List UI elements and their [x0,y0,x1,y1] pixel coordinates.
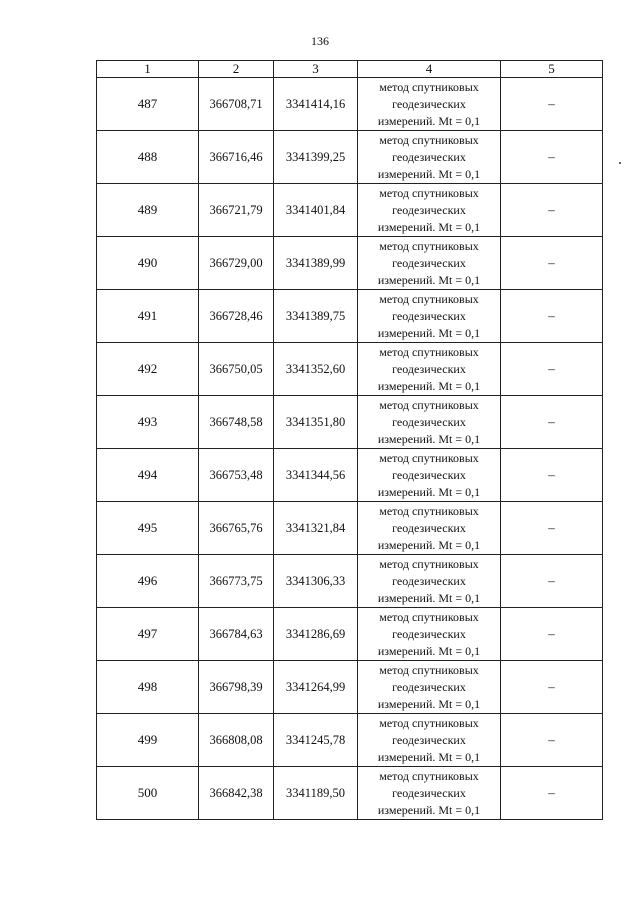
column-header-3: 3 [274,61,358,78]
method-cell: метод спутниковых геодезических измерений. Mt = 0,1 [358,78,501,131]
x-coordinate-cell: 366750,05 [199,343,274,396]
point-number-cell: 491 [97,290,199,343]
table-row [97,608,603,661]
x-coordinate-cell: 366808,08 [199,714,274,767]
point-number-cell: 495 [97,502,199,555]
table-row [97,767,603,820]
page-number: 136 [311,34,329,48]
x-coordinate-cell: 366842,38 [199,767,274,820]
table-row [97,78,603,131]
x-coordinate-cell: 366748,58 [199,396,274,449]
y-coordinate-cell: 3341264,99 [274,661,358,714]
y-coordinate-cell: 3341414,16 [274,78,358,131]
column-header-2: 2 [199,61,274,78]
note-cell: – [501,449,603,502]
table-row [97,449,603,502]
y-coordinate-cell: 3341321,84 [274,502,358,555]
y-coordinate-cell: 3341399,25 [274,131,358,184]
table-row [97,555,603,608]
table-row [97,131,603,184]
x-coordinate-cell: 366729,00 [199,237,274,290]
point-number-cell: 498 [97,661,199,714]
x-coordinate-cell: 366798,39 [199,661,274,714]
y-coordinate-cell: 3341344,56 [274,449,358,502]
method-cell: метод спутниковых геодезических измерений. Mt = 0,1 [358,184,501,237]
method-cell: метод спутниковых геодезических измерений. Mt = 0,1 [358,714,501,767]
y-coordinate-cell: 3341351,80 [274,396,358,449]
scan-speck [619,162,621,164]
x-coordinate-cell: 366716,46 [199,131,274,184]
table-row [97,661,603,714]
table-row [97,502,603,555]
y-coordinate-cell: 3341286,69 [274,608,358,661]
x-coordinate-cell: 366728,46 [199,290,274,343]
x-coordinate-cell: 366765,76 [199,502,274,555]
method-cell: метод спутниковых геодезических измерений. Mt = 0,1 [358,343,501,396]
x-coordinate-cell: 366708,71 [199,78,274,131]
y-coordinate-cell: 3341389,75 [274,290,358,343]
column-header-4: 4 [358,61,501,78]
point-number-cell: 488 [97,131,199,184]
column-header-1: 1 [97,61,199,78]
note-cell: – [501,661,603,714]
method-cell: метод спутниковых геодезических измерений. Mt = 0,1 [358,396,501,449]
point-number-cell: 493 [97,396,199,449]
method-cell: метод спутниковых геодезических измерений. Mt = 0,1 [358,767,501,820]
note-cell: – [501,131,603,184]
y-coordinate-cell: 3341306,33 [274,555,358,608]
note-cell: – [501,343,603,396]
table-row [97,714,603,767]
table-row [97,343,603,396]
point-number-cell: 489 [97,184,199,237]
point-number-cell: 487 [97,78,199,131]
x-coordinate-cell: 366784,63 [199,608,274,661]
method-cell: метод спутниковых геодезических измерений. Mt = 0,1 [358,608,501,661]
point-number-cell: 490 [97,237,199,290]
x-coordinate-cell: 366773,75 [199,555,274,608]
x-coordinate-cell: 366753,48 [199,449,274,502]
method-cell: метод спутниковых геодезических измерений. Mt = 0,1 [358,502,501,555]
y-coordinate-cell: 3341401,84 [274,184,358,237]
y-coordinate-cell: 3341389,99 [274,237,358,290]
y-coordinate-cell: 3341189,50 [274,767,358,820]
table-row [97,184,603,237]
method-cell: метод спутниковых геодезических измерений. Mt = 0,1 [358,661,501,714]
note-cell: – [501,290,603,343]
method-cell: метод спутниковых геодезических измерений. Mt = 0,1 [358,237,501,290]
column-header-5: 5 [501,61,603,78]
note-cell: – [501,767,603,820]
note-cell: – [501,396,603,449]
note-cell: – [501,237,603,290]
y-coordinate-cell: 3341352,60 [274,343,358,396]
point-number-cell: 496 [97,555,199,608]
point-number-cell: 499 [97,714,199,767]
method-cell: метод спутниковых геодезических измерений. Mt = 0,1 [358,290,501,343]
x-coordinate-cell: 366721,79 [199,184,274,237]
point-number-cell: 497 [97,608,199,661]
table-row [97,237,603,290]
note-cell: – [501,78,603,131]
point-number-cell: 494 [97,449,199,502]
y-coordinate-cell: 3341245,78 [274,714,358,767]
point-number-cell: 492 [97,343,199,396]
method-cell: метод спутниковых геодезических измерений. Mt = 0,1 [358,449,501,502]
method-cell: метод спутниковых геодезических измерений. Mt = 0,1 [358,555,501,608]
table-row [97,396,603,449]
point-number-cell: 500 [97,767,199,820]
header-row [97,61,603,78]
note-cell: – [501,184,603,237]
note-cell: – [501,502,603,555]
table-row [97,290,603,343]
note-cell: – [501,608,603,661]
note-cell: – [501,555,603,608]
coordinates-table [96,60,603,820]
note-cell: – [501,714,603,767]
method-cell: метод спутниковых геодезических измерений. Mt = 0,1 [358,131,501,184]
